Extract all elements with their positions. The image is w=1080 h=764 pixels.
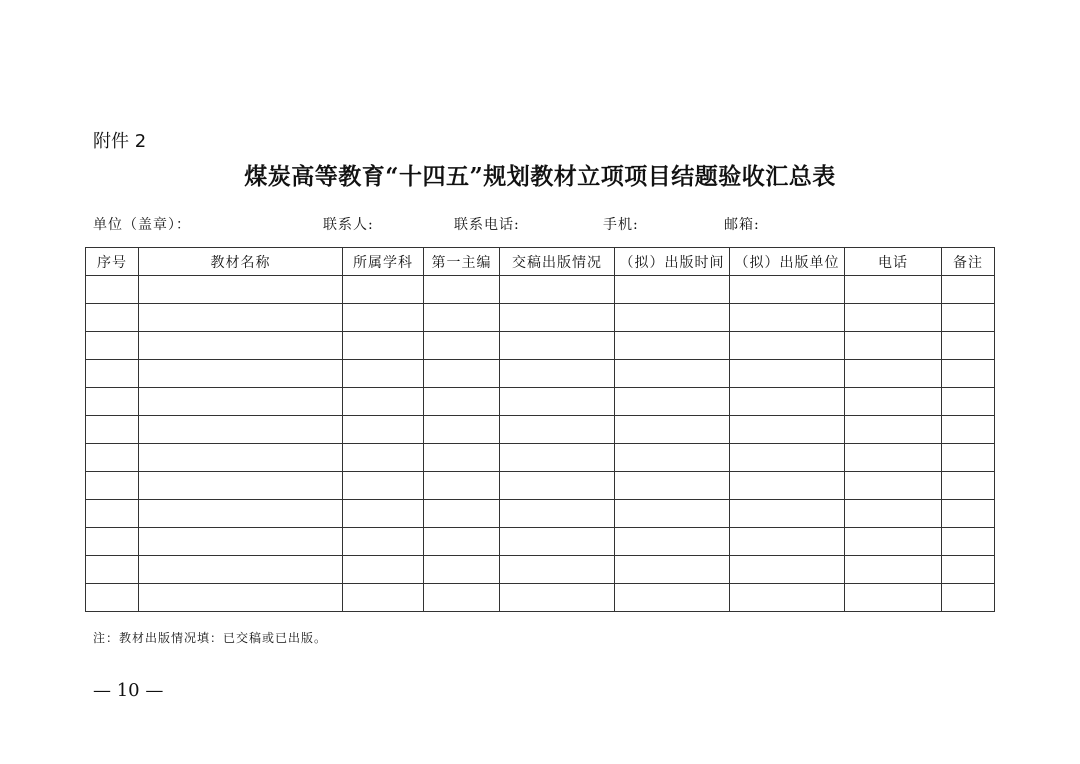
table-cell: [424, 416, 500, 444]
table-cell: [845, 500, 942, 528]
phone-label: 联系电话:: [454, 217, 520, 233]
table-cell: [615, 416, 730, 444]
table-cell: [424, 360, 500, 388]
table-cell: [500, 304, 615, 332]
table-cell: [845, 416, 942, 444]
table-cell: [343, 528, 424, 556]
table-cell: [139, 388, 343, 416]
table-cell: [942, 416, 995, 444]
table-cell: [86, 500, 139, 528]
header-cell: （拟）出版时间: [615, 248, 730, 276]
attachment-label: 附件 2: [93, 131, 147, 152]
table-cell: [615, 304, 730, 332]
table-cell: [500, 472, 615, 500]
header-cell: 交稿出版情况: [500, 248, 615, 276]
page-number: — 10 —: [93, 680, 164, 701]
table-cell: [615, 332, 730, 360]
header-cell: 序号: [86, 248, 139, 276]
table-cell: [500, 388, 615, 416]
unit-label: 单位（盖章）：: [93, 217, 191, 233]
table-cell: [730, 556, 845, 584]
table-row: [86, 472, 995, 500]
table-cell: [86, 416, 139, 444]
mobile-label: 手机:: [603, 217, 639, 233]
table-cell: [730, 472, 845, 500]
table-cell: [500, 444, 615, 472]
table-cell: [942, 528, 995, 556]
table-cell: [500, 332, 615, 360]
table-cell: [139, 500, 343, 528]
table-cell: [615, 584, 730, 612]
table-cell: [424, 276, 500, 304]
header-cell: 备注: [942, 248, 995, 276]
table-cell: [139, 584, 343, 612]
table-cell: [86, 556, 139, 584]
table-cell: [730, 584, 845, 612]
table-cell: [845, 360, 942, 388]
table-cell: [500, 556, 615, 584]
table-cell: [424, 556, 500, 584]
table-cell: [343, 332, 424, 360]
table-cell: [845, 332, 942, 360]
table-cell: [845, 276, 942, 304]
header-cell: 所属学科: [343, 248, 424, 276]
table-cell: [942, 304, 995, 332]
header-cell: 教材名称: [139, 248, 343, 276]
table-cell: [730, 416, 845, 444]
table-cell: [615, 472, 730, 500]
table-cell: [845, 556, 942, 584]
table-cell: [942, 472, 995, 500]
table-cell: [942, 360, 995, 388]
table-cell: [942, 500, 995, 528]
table-cell: [500, 360, 615, 388]
header-cell: 电话: [845, 248, 942, 276]
table-cell: [942, 556, 995, 584]
table-header-row: [86, 248, 995, 276]
table-cell: [730, 444, 845, 472]
table-cell: [424, 500, 500, 528]
table-row: [86, 388, 995, 416]
table-cell: [86, 584, 139, 612]
table-cell: [139, 556, 343, 584]
table-cell: [343, 472, 424, 500]
table-cell: [615, 556, 730, 584]
table-cell: [86, 360, 139, 388]
table-cell: [139, 276, 343, 304]
summary-table: [85, 247, 995, 612]
table-row: [86, 444, 995, 472]
table-cell: [942, 584, 995, 612]
table-cell: [139, 332, 343, 360]
table-cell: [730, 500, 845, 528]
table-cell: [500, 500, 615, 528]
table-row: [86, 500, 995, 528]
table-cell: [730, 304, 845, 332]
table-cell: [500, 276, 615, 304]
table-cell: [343, 416, 424, 444]
table-cell: [343, 584, 424, 612]
table-cell: [343, 304, 424, 332]
table-row: [86, 332, 995, 360]
table-cell: [942, 276, 995, 304]
table-cell: [942, 444, 995, 472]
table-row: [86, 360, 995, 388]
table-row: [86, 556, 995, 584]
table-cell: [424, 528, 500, 556]
table-cell: [615, 276, 730, 304]
table-cell: [500, 528, 615, 556]
table-cell: [845, 304, 942, 332]
footnote: 注：教材出版情况填：已交稿或已出版。: [93, 631, 328, 645]
table-cell: [615, 360, 730, 388]
table-cell: [86, 304, 139, 332]
table-cell: [845, 584, 942, 612]
table-cell: [615, 388, 730, 416]
table-cell: [615, 528, 730, 556]
header-cell: （拟）出版单位: [730, 248, 845, 276]
table-cell: [424, 472, 500, 500]
table-cell: [86, 388, 139, 416]
table-cell: [343, 360, 424, 388]
table-cell: [845, 388, 942, 416]
table-cell: [730, 276, 845, 304]
table-cell: [424, 584, 500, 612]
table-cell: [500, 416, 615, 444]
table-row: [86, 584, 995, 612]
table-cell: [615, 500, 730, 528]
table-cell: [139, 528, 343, 556]
table-cell: [139, 416, 343, 444]
table-cell: [424, 304, 500, 332]
table-cell: [942, 388, 995, 416]
table-cell: [424, 444, 500, 472]
table-cell: [845, 472, 942, 500]
table-row: [86, 304, 995, 332]
table-cell: [343, 556, 424, 584]
table-cell: [86, 276, 139, 304]
table-cell: [424, 332, 500, 360]
table-cell: [845, 444, 942, 472]
table-cell: [500, 584, 615, 612]
table-cell: [845, 528, 942, 556]
email-label: 邮箱:: [724, 217, 760, 233]
table-row: [86, 416, 995, 444]
table-cell: [424, 388, 500, 416]
page-title: 煤炭高等教育“十四五”规划教材立项项目结题验收汇总表: [244, 163, 836, 190]
table-cell: [730, 528, 845, 556]
table-cell: [730, 388, 845, 416]
table-cell: [86, 444, 139, 472]
table-cell: [615, 444, 730, 472]
table-cell: [343, 276, 424, 304]
table-row: [86, 528, 995, 556]
table-cell: [343, 444, 424, 472]
table-cell: [139, 304, 343, 332]
contact-label: 联系人:: [323, 217, 374, 233]
table-cell: [86, 332, 139, 360]
table-cell: [343, 388, 424, 416]
table-row: [86, 276, 995, 304]
header-cell: 第一主编: [424, 248, 500, 276]
table-cell: [730, 360, 845, 388]
table-cell: [86, 528, 139, 556]
table-cell: [86, 472, 139, 500]
table-cell: [343, 500, 424, 528]
table-cell: [139, 444, 343, 472]
table-cell: [942, 332, 995, 360]
table-cell: [139, 360, 343, 388]
table-cell: [730, 332, 845, 360]
table-cell: [139, 472, 343, 500]
